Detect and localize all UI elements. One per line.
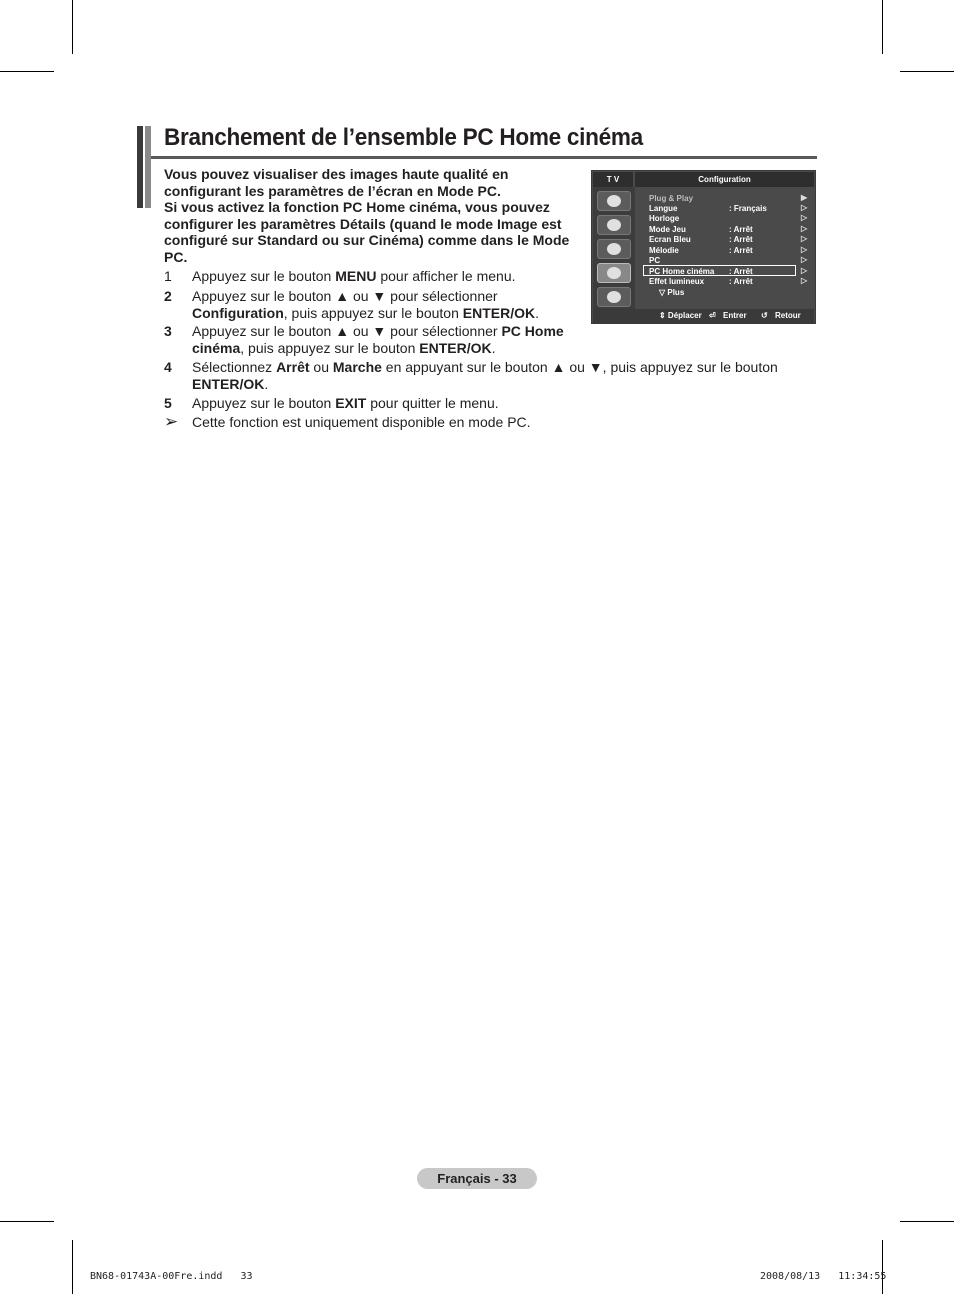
osd-move-hint: ⇕ Déplacer <box>659 311 702 320</box>
crop-mark <box>0 1221 54 1222</box>
osd-list <box>635 187 815 309</box>
osd-title: Configuration <box>635 172 814 187</box>
osd-item-selected: PC Home cinéma : Arrêt ▷ <box>649 266 808 276</box>
osd-tab: T V <box>593 172 633 187</box>
osd-item: Langue : Français ▷ <box>649 203 808 213</box>
osd-item: Horloge ▷ <box>649 213 808 223</box>
note-text: Cette fonction est uniquement disponible en mode PC. <box>192 414 531 430</box>
step-text: Sélectionnez Arrêt ou Marche en appuyant sur le bouton ▲ ou ▼, puis appuyez sur le bouton ENTER/OK. <box>192 359 778 392</box>
note-arrow-icon: ➢ <box>164 412 179 431</box>
step-number: 4 <box>164 359 172 375</box>
title-rule <box>151 156 817 159</box>
osd-more: ▽ Plus <box>659 288 685 297</box>
setup-gear-icon <box>597 263 631 283</box>
intro-line: Si vous activez la fonction PC Home cinéma, vous pouvez <box>164 199 550 215</box>
osd-item: Effet lumineux : Arrêt ▷ <box>649 276 808 286</box>
picture-icon <box>597 191 631 211</box>
crop-mark <box>900 71 954 72</box>
intro-text <box>164 166 584 265</box>
enter-icon: ⏎ <box>709 311 716 320</box>
input-icon <box>597 287 631 307</box>
channel-icon <box>597 239 631 259</box>
osd-enter-hint: Entrer <box>723 311 747 320</box>
crop-mark <box>882 1240 883 1294</box>
crop-mark <box>72 1240 73 1294</box>
intro-line: Vous pouvez visualiser des images haute qualité en <box>164 166 509 182</box>
osd-sidebar <box>593 187 635 309</box>
tv-osd-menu <box>591 170 816 324</box>
title-accent-bar <box>145 126 151 208</box>
step-text: Appuyez sur le bouton MENU pour afficher le menu. <box>192 268 516 284</box>
step-text: Appuyez sur le bouton EXIT pour quitter le menu. <box>192 395 499 411</box>
osd-item: Mode Jeu : Arrêt ▷ <box>649 224 808 234</box>
sound-icon <box>597 215 631 235</box>
intro-line: PC. <box>164 248 188 265</box>
footer-file: BN68-01743A-00Fre.indd 33 <box>90 1271 253 1282</box>
crop-mark <box>0 71 54 72</box>
step-text: Appuyez sur le bouton ▲ ou ▼ pour sélectionner Configuration, puis appuyez sur le bouton ENTER/OK. <box>192 288 540 321</box>
step-number: 2 <box>164 288 172 304</box>
step-number: 3 <box>164 323 172 339</box>
step-text: Appuyez sur le bouton ▲ ou ▼ pour sélectionner PC Home cinéma, puis appuyez sur le bouton ENTER/OK. <box>192 323 564 356</box>
title-accent-bar <box>137 126 143 208</box>
page-title: Branchement de l’ensemble PC Home cinéma <box>164 124 643 151</box>
step-number: 5 <box>164 395 172 411</box>
osd-item: Plug & Play ▶ <box>649 193 808 203</box>
intro-line: configurer les paramètres Détails (quand le mode Image est <box>164 215 562 232</box>
crop-mark <box>882 0 883 54</box>
osd-footer <box>593 309 814 323</box>
step-number: 1 <box>164 268 172 284</box>
osd-item: Ecran Bleu : Arrêt ▷ <box>649 234 808 244</box>
osd-back-hint: Retour <box>775 311 801 320</box>
osd-item: Mélodie : Arrêt ▷ <box>649 245 808 255</box>
return-icon: ↺ <box>761 311 768 320</box>
footer-date: 2008/08/13 11:34:55 <box>760 1271 887 1282</box>
crop-mark <box>72 0 73 54</box>
osd-selection-frame <box>643 265 808 276</box>
osd-item: PC ▷ <box>649 255 808 265</box>
crop-mark <box>900 1221 954 1222</box>
intro-line: configurant les paramètres de l’écran en Mode PC. <box>164 182 501 199</box>
page-number: Français - 33 <box>417 1168 537 1189</box>
intro-line: configuré sur Standard ou sur Cinéma) comme dans le Mode <box>164 232 570 248</box>
